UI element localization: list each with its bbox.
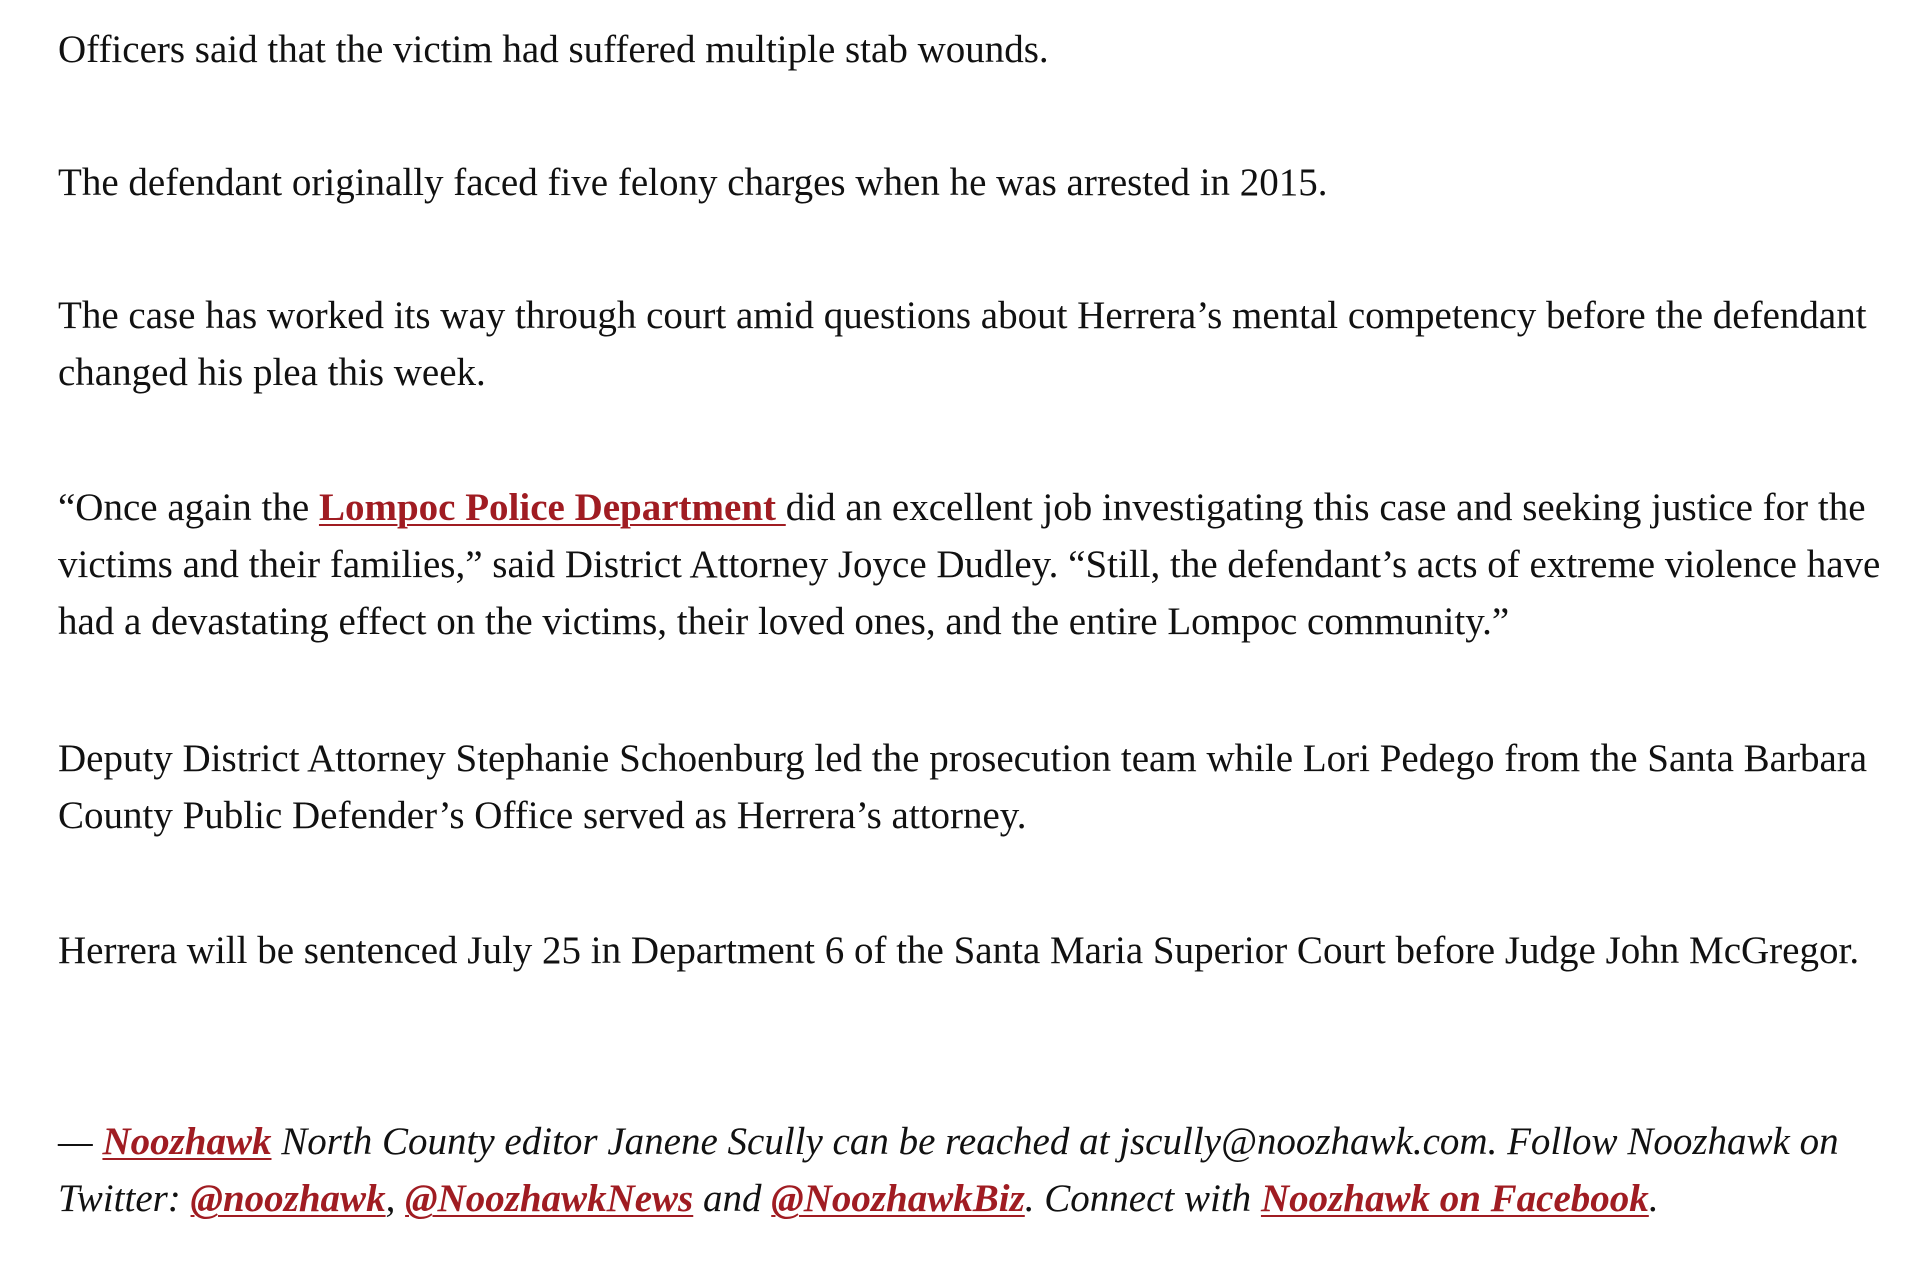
author-byline-footer <box>58 1113 1878 1227</box>
paragraph-felony-charges: The defendant originally faced five felony charges when he was arrested in 2015. <box>58 161 1328 204</box>
twitter-noozhawk-link[interactable]: @noozhawk <box>190 1177 386 1220</box>
byline-separator: , <box>385 1177 406 1220</box>
lompoc-police-department-link[interactable]: Lompoc Police Department <box>318 486 786 529</box>
byline-connect-text: . Connect with <box>1024 1177 1261 1220</box>
quote-intro-text: “Once again the <box>58 486 319 529</box>
paragraph-victim-wounds: Officers said that the victim had suffered multiple stab wounds. <box>58 28 1049 71</box>
noozhawk-link[interactable]: Noozhawk <box>102 1120 272 1163</box>
paragraph-da-quote <box>58 479 1888 650</box>
paragraph-sentencing-date: Herrera will be sentenced July 25 in Department 6 of the Santa Maria Superior Court before Judge John McGregor. <box>58 929 1860 972</box>
byline-separator: and <box>693 1177 772 1220</box>
paragraph-mental-competency: The case has worked its way through court amid questions about Herrera’s mental competency before the defendant changed his plea this week. <box>58 294 1867 394</box>
twitter-noozhawknews-link[interactable]: @NoozhawkNews <box>405 1177 694 1220</box>
facebook-noozhawk-link[interactable]: Noozhawk on Facebook <box>1260 1177 1649 1220</box>
byline-dash: — <box>58 1120 103 1163</box>
quote-body-text: did an excellent job investigating this case and seeking justice for the victims and their families,” said District Attorney Joyce Dudley. “Still, the defendant’s acts of extreme violence have had a devastating effect on the victims, their loved ones, and the entire Lompoc community.” <box>58 486 1881 643</box>
byline-period: . <box>1648 1177 1659 1220</box>
paragraph-prosecution-team: Deputy District Attorney Stephanie Schoenburg led the prosecution team while Lori Pedego from the Santa Barbara County Public Defender’s Office served as Herrera’s attorney. <box>58 737 1868 837</box>
byline-contact-text: North County editor Janene Scully can be reached at jscully@noozhawk.com. Follow Noozhawk on Twitter: <box>58 1120 1839 1220</box>
twitter-noozhawkbiz-link[interactable]: @NoozhawkBiz <box>771 1177 1025 1220</box>
